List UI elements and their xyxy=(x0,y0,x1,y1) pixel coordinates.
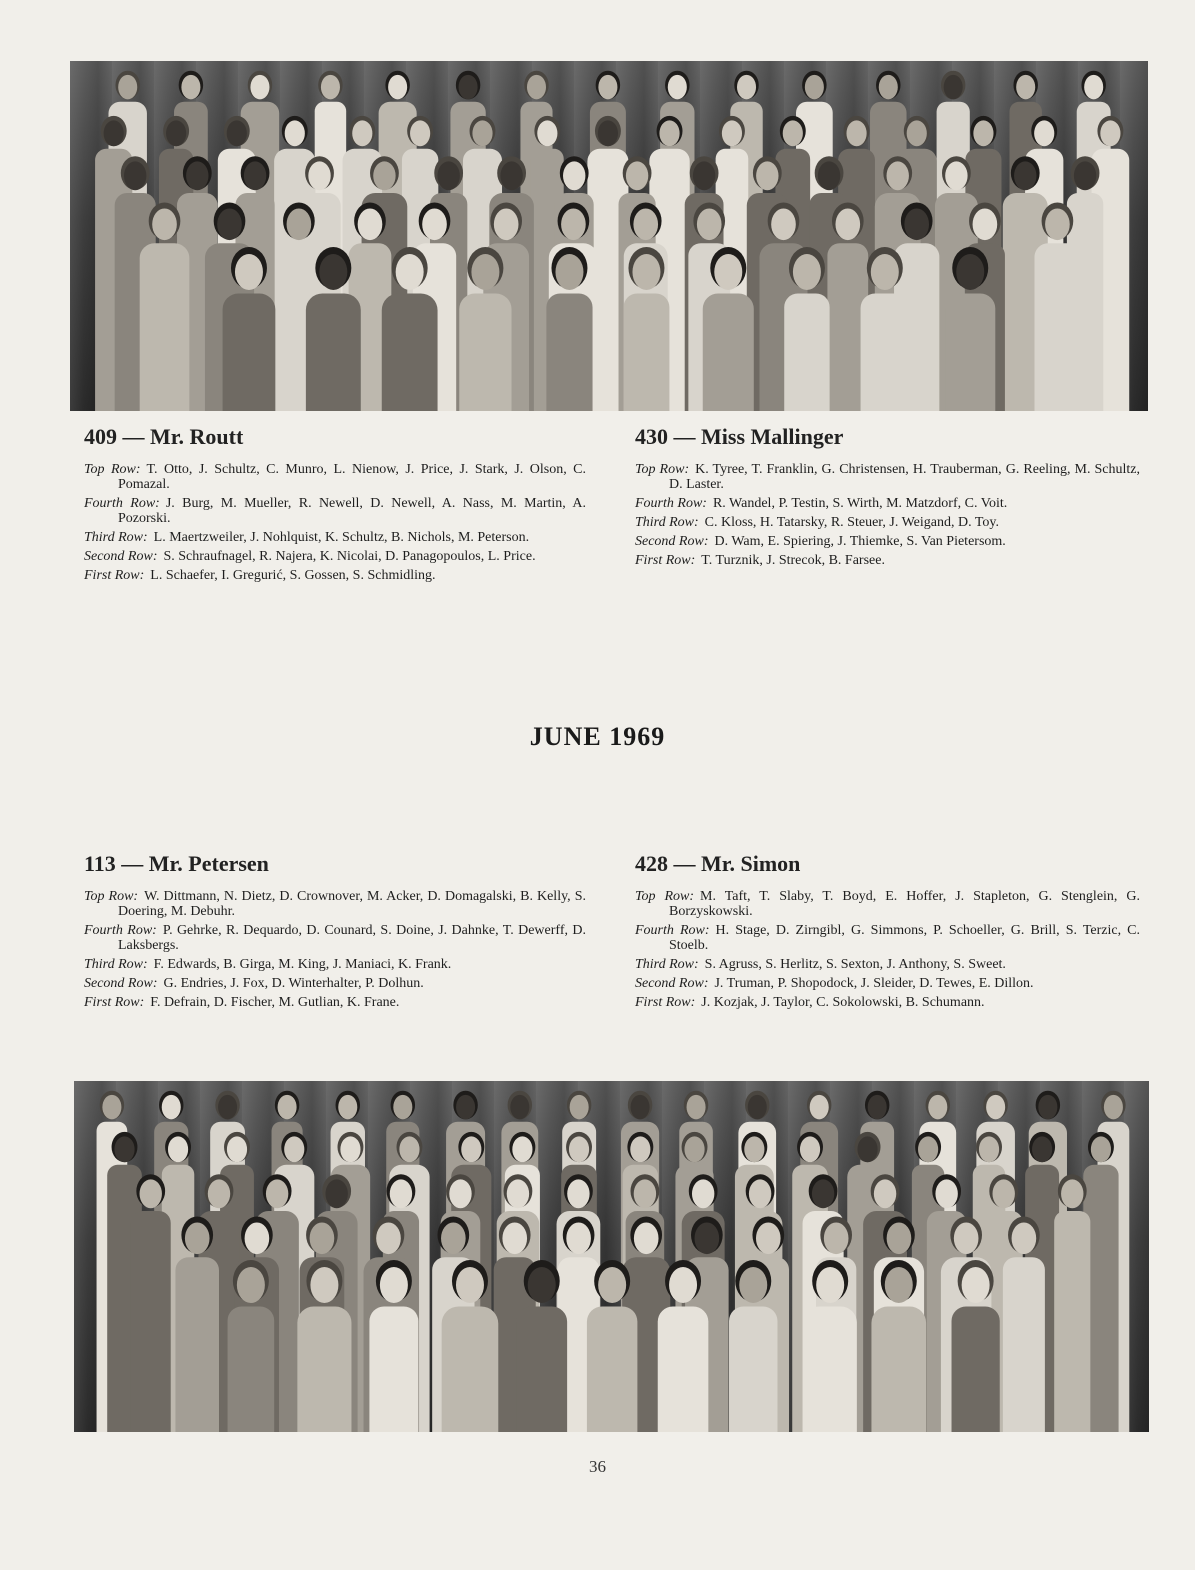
row-label: Third Row: xyxy=(84,530,148,545)
student-face xyxy=(1034,120,1054,146)
row-second xyxy=(84,549,586,564)
student-face xyxy=(824,1222,849,1254)
student-face xyxy=(166,120,186,146)
photo-class-113-428 xyxy=(74,1081,1149,1432)
student-face xyxy=(217,208,242,240)
student-face xyxy=(973,208,998,240)
row-third xyxy=(635,515,1140,530)
student-face xyxy=(634,1179,656,1208)
row-third xyxy=(635,957,1140,972)
student-face xyxy=(744,1136,764,1162)
student-body xyxy=(223,294,276,412)
student-face xyxy=(748,1095,767,1119)
row-label: Fourth Row: xyxy=(84,923,157,938)
student-body xyxy=(1034,243,1080,411)
student-face xyxy=(502,1222,527,1254)
student-body xyxy=(804,1307,857,1433)
student-face xyxy=(871,254,899,290)
student-face xyxy=(1084,75,1103,99)
student-face xyxy=(634,1222,659,1254)
row-label: Top Row: xyxy=(84,889,139,904)
student-body xyxy=(131,1211,171,1432)
student-face xyxy=(598,1267,626,1303)
student-body xyxy=(140,243,190,411)
row-label: Fourth Row: xyxy=(635,496,707,511)
student-face xyxy=(237,1267,265,1303)
row-names: P. Gehrke, R. Dequardo, D. Counard, S. Doine, J. Dahnke, T. Dewerff, D. Laksbergs. xyxy=(118,923,586,953)
student-face xyxy=(527,75,546,99)
student-face xyxy=(907,120,927,146)
student-face xyxy=(1032,1136,1052,1162)
student-face xyxy=(456,1267,484,1303)
student-body xyxy=(861,294,909,412)
student-face xyxy=(471,254,499,290)
student-face xyxy=(561,208,586,240)
student-face xyxy=(954,1222,979,1254)
class-block-430 xyxy=(635,424,1140,572)
student-body xyxy=(459,294,511,412)
class-block-409 xyxy=(84,424,586,587)
student-body xyxy=(228,1307,275,1433)
student-face xyxy=(986,1095,1005,1119)
student-face xyxy=(410,120,430,146)
student-face xyxy=(944,75,963,99)
row-top xyxy=(635,462,1140,492)
student-face xyxy=(739,1267,767,1303)
student-face xyxy=(308,161,330,190)
student-face xyxy=(494,208,519,240)
student-body xyxy=(546,294,592,412)
row-names: C. Kloss, H. Tatarsky, R. Steuer, J. Weigand, D. Toy. xyxy=(704,515,1000,530)
student-face xyxy=(1104,1095,1123,1119)
student-face xyxy=(887,1222,912,1254)
student-face xyxy=(185,1222,210,1254)
student-face xyxy=(390,1179,412,1208)
student-face xyxy=(570,1095,589,1119)
student-face xyxy=(1100,120,1120,146)
student-face xyxy=(879,75,898,99)
student-face xyxy=(566,1222,591,1254)
row-names: D. Wam, E. Spiering, J. Thiemke, S. Van Pietersom. xyxy=(714,534,1006,549)
student-face xyxy=(771,208,796,240)
student-face xyxy=(510,1095,529,1119)
student-face xyxy=(459,75,478,99)
row-first xyxy=(635,995,1140,1010)
row-names: H. Stage, D. Zirngibl, G. Simmons, P. Schoeller, G. Brill, S. Terzic, C. Stoelb. xyxy=(669,923,1140,953)
row-names: W. Dittmann, N. Dietz, D. Crownover, M. Acker, D. Domagalski, B. Kelly, S. Doering, M. Debuhr. xyxy=(118,889,586,919)
row-label: Second Row: xyxy=(635,976,709,991)
student-face xyxy=(340,1136,360,1162)
student-face xyxy=(399,1136,419,1162)
row-names: L. Maertzweiler, J. Nohlquist, K. Schultz, B. Nichols, M. Peterson. xyxy=(153,530,530,545)
student-face xyxy=(563,161,585,190)
student-face xyxy=(1012,1222,1037,1254)
class-title: 113 — Mr. Petersen xyxy=(84,851,269,876)
row-label: Third Row: xyxy=(635,957,699,972)
student-face xyxy=(935,1179,957,1208)
row-fourth xyxy=(635,496,1140,511)
row-top xyxy=(84,462,586,492)
row-label: Top Row: xyxy=(635,462,690,477)
student-face xyxy=(868,1095,887,1119)
student-face xyxy=(321,75,340,99)
student-face xyxy=(310,1222,335,1254)
students-silhouettes xyxy=(70,61,1148,411)
row-names: G. Endries, J. Fox, D. Winterhalter, P. Dolhun. xyxy=(163,976,424,991)
student-face xyxy=(918,1136,938,1162)
row-label: Second Row: xyxy=(635,534,709,549)
row-fourth xyxy=(84,923,586,953)
row-label: Fourth Row: xyxy=(84,496,160,511)
student-face xyxy=(697,208,722,240)
row-second xyxy=(84,976,586,991)
row-label: Top Row: xyxy=(84,462,141,477)
student-face xyxy=(244,161,266,190)
row-names: S. Schraufnagel, R. Najera, K. Nicolai, D. Panagopoulos, L. Price. xyxy=(163,549,536,564)
row-first xyxy=(84,568,586,583)
row-names: T. Otto, J. Schultz, C. Munro, L. Nienow, J. Price, J. Stark, J. Olson, C. Pomazal. xyxy=(118,462,586,492)
student-face xyxy=(1045,208,1070,240)
student-face xyxy=(812,1179,834,1208)
student-face xyxy=(218,1095,237,1119)
student-face xyxy=(1091,1136,1111,1162)
student-body xyxy=(297,1307,351,1433)
student-face xyxy=(284,1136,304,1162)
row-fourth xyxy=(84,496,586,526)
student-face xyxy=(816,1267,844,1303)
student-body xyxy=(945,294,995,412)
student-face xyxy=(104,120,124,146)
student-face xyxy=(598,75,617,99)
student-face xyxy=(319,254,347,290)
student-face xyxy=(358,208,383,240)
student-face xyxy=(235,254,263,290)
row-label: First Row: xyxy=(635,553,696,568)
student-face xyxy=(569,1136,589,1162)
row-label: First Row: xyxy=(84,995,145,1010)
student-face xyxy=(186,161,208,190)
student-body xyxy=(516,1307,567,1433)
student-face xyxy=(846,120,866,146)
class-title: 430 — Miss Mallinger xyxy=(635,424,844,449)
student-face xyxy=(737,75,756,99)
student-face xyxy=(687,1095,706,1119)
student-body xyxy=(306,294,361,412)
student-face xyxy=(668,75,687,99)
student-face xyxy=(904,208,929,240)
student-face xyxy=(380,1267,408,1303)
row-names: L. Schaefer, I. Gregurić, S. Gossen, S. Schmidling. xyxy=(150,568,436,583)
student-face xyxy=(456,1095,475,1119)
class-title: 428 — Mr. Simon xyxy=(635,851,801,876)
student-face xyxy=(818,161,840,190)
student-face xyxy=(287,208,312,240)
student-face xyxy=(885,1267,913,1303)
row-names: S. Agruss, S. Herlitz, S. Sexton, J. Anthony, S. Sweet. xyxy=(704,957,1006,972)
student-face xyxy=(756,161,778,190)
student-face xyxy=(102,1095,121,1119)
student-face xyxy=(1038,1095,1057,1119)
student-face xyxy=(500,161,522,190)
row-label: First Row: xyxy=(84,568,145,583)
student-face xyxy=(373,161,395,190)
student-face xyxy=(993,1179,1015,1208)
student-face xyxy=(630,1136,650,1162)
student-face xyxy=(693,161,715,190)
student-face xyxy=(633,208,658,240)
row-names: F. Edwards, B. Girga, M. King, J. Maniaci, K. Frank. xyxy=(153,957,452,972)
row-names: T. Turznik, J. Strecok, B. Farsee. xyxy=(701,553,885,568)
student-face xyxy=(250,75,269,99)
page-heading: JUNE 1969 xyxy=(529,722,666,751)
row-fourth xyxy=(635,923,1140,953)
student-face xyxy=(835,208,860,240)
student-face xyxy=(945,161,967,190)
student-body xyxy=(175,1257,219,1432)
row-label: Third Row: xyxy=(635,515,699,530)
student-face xyxy=(874,1179,896,1208)
student-face xyxy=(537,120,557,146)
student-face xyxy=(626,161,648,190)
row-third xyxy=(84,957,586,972)
student-face xyxy=(181,75,200,99)
student-face xyxy=(449,1179,471,1208)
student-face xyxy=(152,208,177,240)
student-face xyxy=(555,254,583,290)
student-face xyxy=(783,120,803,146)
student-face xyxy=(632,254,660,290)
row-label: Third Row: xyxy=(84,957,148,972)
student-body xyxy=(658,1307,709,1433)
student-face xyxy=(598,120,618,146)
row-second xyxy=(635,534,1140,549)
student-face xyxy=(887,161,909,190)
student-face xyxy=(168,1136,188,1162)
student-face xyxy=(278,1095,297,1119)
student-face xyxy=(631,1095,650,1119)
row-label: Fourth Row: xyxy=(635,923,710,938)
student-body xyxy=(369,1307,418,1433)
row-third xyxy=(84,530,586,545)
class-block-113 xyxy=(84,851,586,1014)
row-label: Second Row: xyxy=(84,549,158,564)
row-names: J. Truman, P. Shopodock, J. Sleider, D. Tewes, E. Dillon. xyxy=(714,976,1034,991)
student-face xyxy=(962,1267,990,1303)
student-body xyxy=(703,294,754,412)
student-face xyxy=(396,254,424,290)
student-face xyxy=(528,1267,556,1303)
row-names: M. Taft, T. Slaby, T. Boyd, E. Hoffer, J. Stapleton, G. Stenglein, G. Borzyskowski. xyxy=(669,889,1140,919)
student-face xyxy=(507,1179,529,1208)
student-face xyxy=(461,1136,481,1162)
student-face xyxy=(1061,1179,1083,1208)
student-face xyxy=(325,1179,347,1208)
row-label: First Row: xyxy=(635,995,696,1010)
student-face xyxy=(805,75,824,99)
row-first xyxy=(84,995,586,1010)
row-first xyxy=(635,553,1140,568)
student-face xyxy=(756,1222,781,1254)
student-body xyxy=(1003,1257,1045,1432)
student-face xyxy=(857,1136,877,1162)
student-face xyxy=(310,1267,338,1303)
student-face xyxy=(1016,75,1035,99)
row-label: Top Row: xyxy=(635,889,695,904)
row-names: R. Wandel, P. Testin, S. Wirth, M. Matzdorf, C. Voit. xyxy=(712,496,1008,511)
student-face xyxy=(208,1179,230,1208)
student-body xyxy=(624,294,670,412)
student-face xyxy=(659,120,679,146)
student-face xyxy=(793,254,821,290)
student-face xyxy=(393,1095,412,1119)
student-face xyxy=(669,1267,697,1303)
row-top xyxy=(84,889,586,919)
student-face xyxy=(338,1095,357,1119)
student-face xyxy=(285,120,305,146)
student-face xyxy=(118,75,137,99)
student-face xyxy=(800,1136,820,1162)
student-face xyxy=(684,1136,704,1162)
student-body xyxy=(784,294,829,412)
student-face xyxy=(512,1136,532,1162)
student-face xyxy=(140,1179,162,1208)
student-face xyxy=(722,120,742,146)
student-face xyxy=(114,1136,134,1162)
student-face xyxy=(245,1222,270,1254)
student-face xyxy=(124,161,146,190)
row-top xyxy=(635,889,1140,919)
students-silhouettes xyxy=(74,1081,1149,1432)
student-face xyxy=(1014,161,1036,190)
row-names: J. Burg, M. Mueller, R. Newell, D. Newell, A. Nass, M. Martin, A. Pozorski. xyxy=(118,496,586,526)
student-face xyxy=(376,1222,401,1254)
student-face xyxy=(227,120,247,146)
student-face xyxy=(472,120,492,146)
student-face xyxy=(695,1222,720,1254)
student-face xyxy=(388,75,407,99)
student-face xyxy=(979,1136,999,1162)
student-face xyxy=(441,1222,466,1254)
class-title: 409 — Mr. Routt xyxy=(84,424,244,449)
student-body xyxy=(1054,1211,1090,1432)
class-block-428 xyxy=(635,851,1140,1014)
student-face xyxy=(437,161,459,190)
student-face xyxy=(352,120,372,146)
student-face xyxy=(749,1179,771,1208)
student-face xyxy=(227,1136,247,1162)
student-face xyxy=(692,1179,714,1208)
student-face xyxy=(1074,161,1096,190)
student-body xyxy=(952,1307,1000,1433)
row-label: Second Row: xyxy=(84,976,158,991)
student-face xyxy=(928,1095,947,1119)
page-number: 36 xyxy=(589,1457,606,1476)
student-face xyxy=(810,1095,829,1119)
row-names: F. Defrain, D. Fischer, M. Gutlian, K. Frane. xyxy=(150,995,400,1010)
photo-class-409-430 xyxy=(70,61,1148,411)
student-face xyxy=(973,120,993,146)
student-face xyxy=(422,208,447,240)
student-face xyxy=(567,1179,589,1208)
student-body xyxy=(382,294,438,412)
student-face xyxy=(714,254,742,290)
student-body xyxy=(587,1307,637,1433)
row-second xyxy=(635,976,1140,991)
student-body xyxy=(871,1307,926,1433)
student-face xyxy=(266,1179,288,1208)
student-body xyxy=(442,1307,499,1433)
row-names: J. Kozjak, J. Taylor, C. Sokolowski, B. Schumann. xyxy=(701,995,985,1010)
student-face xyxy=(956,254,984,290)
row-names: K. Tyree, T. Franklin, G. Christensen, H. Trauberman, G. Reeling, M. Schultz, D. Laster. xyxy=(669,462,1140,492)
student-body xyxy=(729,1307,777,1433)
student-face xyxy=(162,1095,181,1119)
